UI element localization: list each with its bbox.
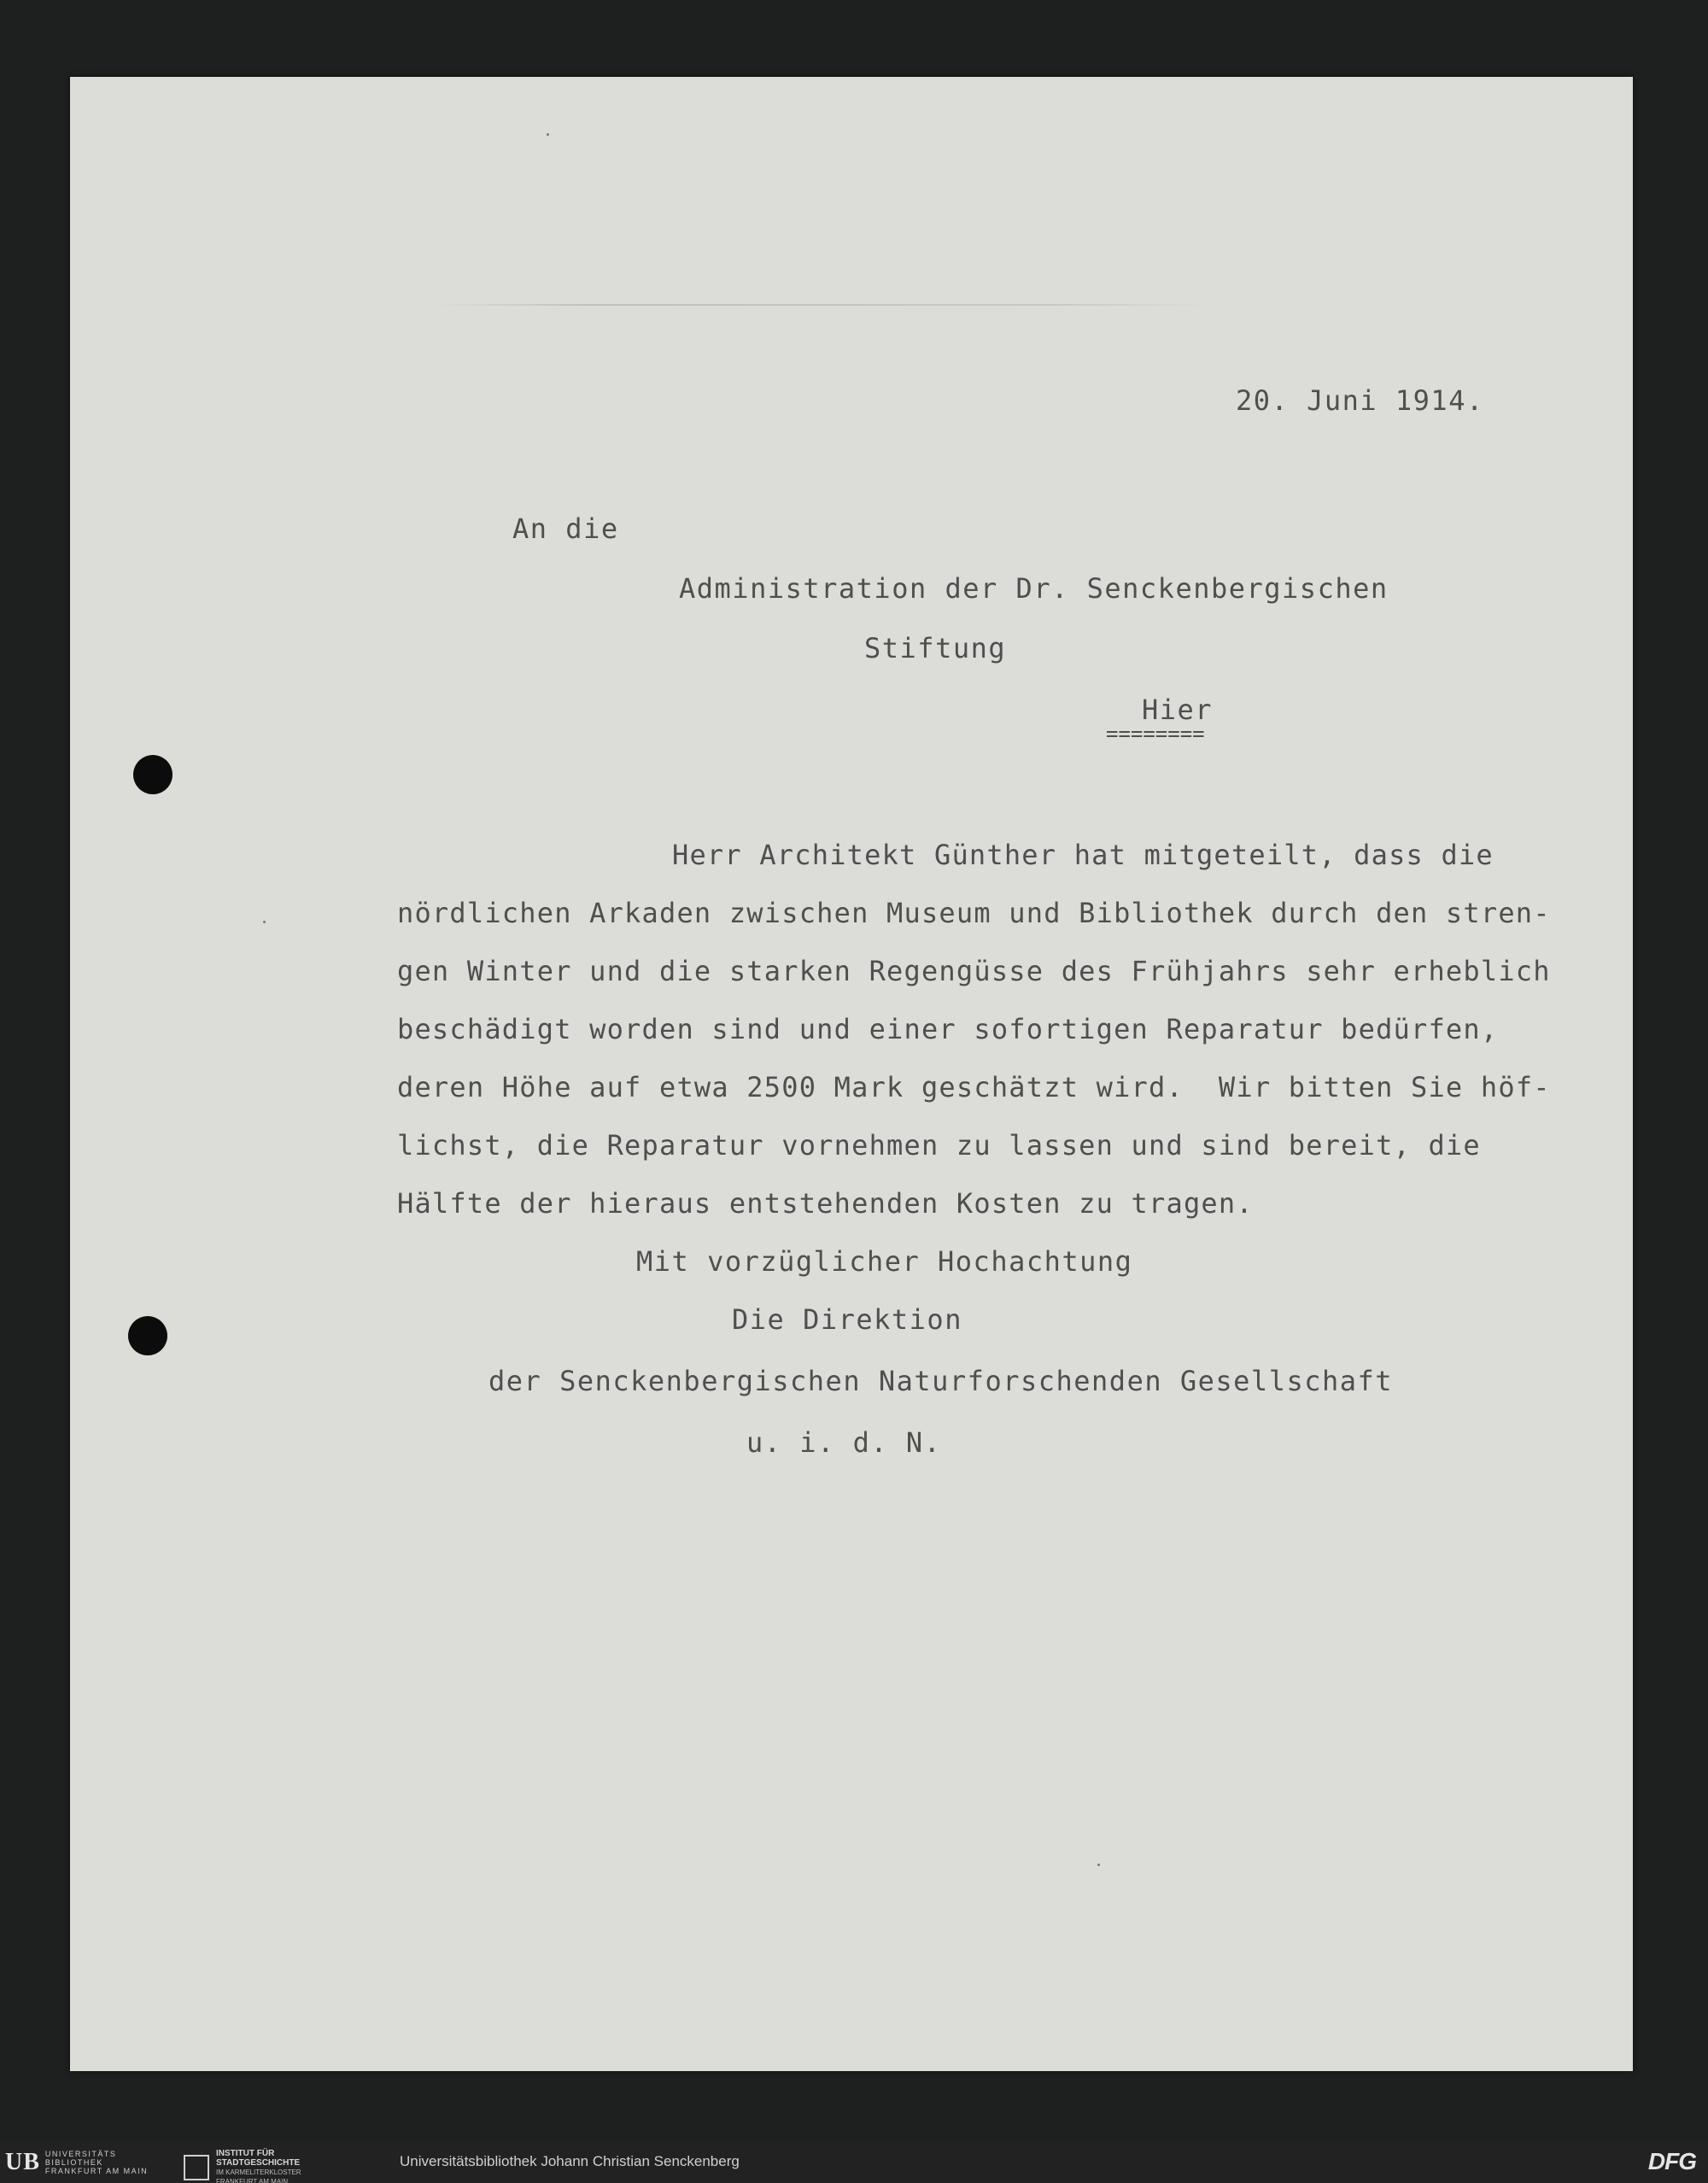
institute-line-2: STADTGESCHICHTE <box>216 2158 301 2168</box>
punch-hole <box>128 1316 167 1355</box>
body-line-3: gen Winter und die starken Regengüsse des Frühjahrs sehr erheblich <box>397 955 1551 987</box>
body-line-1: Herr Architekt Günther hat mitgeteilt, dass die <box>672 839 1494 871</box>
body-line-4: beschädigt worden sind und einer sofortigen Reparatur bedürfen, <box>397 1013 1499 1045</box>
ub-logo <box>5 2149 148 2176</box>
address-underline: ======== <box>1106 722 1205 746</box>
letter-page <box>70 77 1633 2071</box>
letter-date: 20. Juni 1914. <box>1236 384 1484 417</box>
ub-line-1: UNIVERSITÄTS <box>44 2150 117 2158</box>
body-line-5: deren Höhe auf etwa 2500 Mark geschätzt wird. Wir bitten Sie höf- <box>397 1071 1551 1103</box>
institute-line-3: IM KARMELITERKLOSTER <box>216 2168 301 2176</box>
body-line-7: Hälfte der hieraus entstehenden Kosten zu tragen. <box>397 1187 1254 1220</box>
body-line-6: lichst, die Reparatur vornehmen zu lassen und sind bereit, die <box>397 1129 1481 1162</box>
closing-abbreviation: u. i. d. N. <box>746 1426 942 1459</box>
address-line-1: An die <box>512 512 619 545</box>
institute-logo <box>184 2149 301 2183</box>
faint-rule <box>437 304 1206 306</box>
institute-line-4: FRANKFURT AM MAIN <box>216 2178 289 2183</box>
paper-speck <box>263 921 266 923</box>
library-name: Universitätsbibliothek Johann Christian Senckenberg <box>400 2153 740 2169</box>
ub-text <box>45 2150 148 2175</box>
address-line-3: Stiftung <box>864 632 1007 664</box>
paper-speck <box>1097 1864 1100 1866</box>
address-line-2: Administration der Dr. Senckenbergischen <box>679 572 1389 605</box>
closing-greeting: Mit vorzüglicher Hochachtung <box>636 1245 1133 1278</box>
institute-text <box>216 2149 301 2183</box>
address-line-4: Hier <box>1142 694 1214 726</box>
footer-bar <box>0 2140 1708 2183</box>
closing-signatory: Die Direktion <box>732 1303 962 1336</box>
body-line-2: nördlichen Arkaden zwischen Museum und Bibliothek durch den stren- <box>397 897 1551 929</box>
ub-mark: UB <box>5 2149 40 2175</box>
dfg-logo: DFG <box>1647 2148 1696 2174</box>
institute-emblem-icon <box>184 2155 209 2180</box>
punch-hole <box>133 755 173 794</box>
ub-line-2: BIBLIOTHEK <box>44 2158 103 2167</box>
closing-organization: der Senckenbergischen Naturforschenden Gesellschaft <box>488 1365 1394 1397</box>
institute-line-1: INSTITUT FÜR <box>216 2149 275 2158</box>
ub-line-3: FRANKFURT AM MAIN <box>44 2167 149 2175</box>
paper-speck <box>547 133 549 136</box>
